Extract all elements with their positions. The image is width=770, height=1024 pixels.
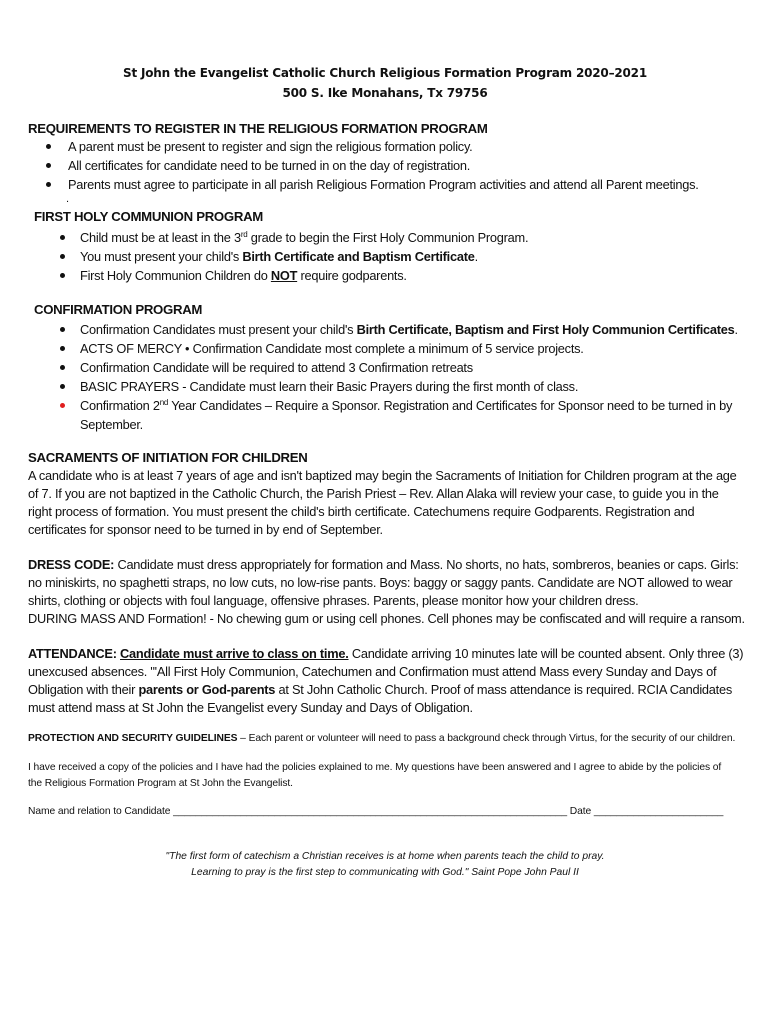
list-item: Parents must agree to participate in all parish Religious Formation Program activities and attend all Parent meetings. — [68, 175, 758, 194]
bullet-icon — [46, 182, 51, 187]
communion-heading: FIRST HOLY COMMUNION PROGRAM — [34, 209, 263, 224]
list-item: First Holy Communion Children do NOT require godparents. — [80, 266, 760, 285]
list-item: A parent must be present to register and sign the religious formation policy. — [68, 137, 758, 156]
stray-mark: . — [66, 193, 69, 205]
list-item: You must present your child's Birth Certificate and Baptism Certificate. — [80, 247, 760, 266]
communion-list — [80, 228, 760, 285]
sacraments-heading: SACRAMENTS OF INITIATION FOR CHILDREN — [28, 450, 308, 465]
church-address: 500 S. Ike Monahans, Tx 79756 — [282, 86, 488, 100]
list-item: All certificates for candidate need to be turned in on the day of registration. — [68, 156, 758, 175]
bullet-icon — [60, 327, 65, 332]
list-item: Confirmation Candidate will be required to attend 3 Confirmation retreats — [80, 358, 760, 377]
bullet-icon — [60, 384, 65, 389]
dress-code-label: DRESS CODE: — [28, 557, 115, 572]
document-title: St John the Evangelist Catholic Church Religious Formation Program 2020–2021 — [123, 66, 647, 80]
signature-line[interactable]: Name and relation to Candidate ______________________________________________________________________ Date _______________________ — [28, 806, 724, 817]
acknowledgement-paragraph: I have received a copy of the policies and I have had the policies explained to me. My questions have been answered and I agree to abide by the policies of the Religious Formation Program at St John the Evangelist. — [28, 762, 722, 789]
bullet-icon — [60, 254, 65, 259]
protection-guidelines: PROTECTION AND SECURITY GUIDELINES – Each parent or volunteer will need to pass a background check through Virtus, for the security of our children. — [28, 733, 736, 744]
bullet-icon — [60, 273, 65, 278]
list-item: Confirmation Candidates must present your child's Birth Certificate, Baptism and First Holy Communion Certificates. — [80, 320, 760, 339]
list-item: BASIC PRAYERS - Candidate must learn their Basic Prayers during the first month of class. — [80, 377, 760, 396]
sacraments-paragraph: A candidate who is at least 7 years of age and isn't baptized may begin the Sacraments of Initiation for Children program at the age of 7. If you are not baptized in the Catholic Church, the Parish Priest – Rev. Allan Alaka will review your case, to guide you in the right process of formation. You must present the child's birth certificate. Catechumens require Godparents. Registration and certificates for sponsor need to be turned in by end of September. — [28, 468, 737, 537]
requirements-list — [68, 137, 758, 194]
bullet-icon — [46, 163, 51, 168]
bullet-icon — [60, 365, 65, 370]
confirmation-heading: CONFIRMATION PROGRAM — [34, 302, 203, 317]
list-item: Child must be at least in the 3rd grade to begin the First Holy Communion Program. — [80, 228, 760, 247]
confirmation-list — [80, 320, 760, 434]
bullet-icon — [46, 144, 51, 149]
bullet-icon — [60, 235, 65, 240]
attendance-paragraph: ATTENDANCE: Candidate must arrive to class on time. Candidate arriving 10 minutes late will be counted absent. Only three (3) unexcused absences. "'All First Holy Communion, Catechumen and Confirmation must attend Mass every Sunday and Days of Obligation with their parents or God-parents at St John Catholic Church. Proof of mass attendance is required. RCIA Candidates must attend mass at St John the Evangelist every Sunday and Days of Obligation. — [28, 646, 744, 715]
bullet-icon — [60, 346, 65, 351]
list-item: ACTS OF MERCY • Confirmation Candidate most complete a minimum of 5 service projects. — [80, 339, 760, 358]
requirements-heading: REQUIREMENTS TO REGISTER IN THE RELIGIOUS FORMATION PROGRAM — [28, 121, 488, 136]
list-item: Confirmation 2nd Year Candidates – Require a Sponsor. Registration and Certificates for Sponsor need to be turned in by September. — [80, 396, 760, 434]
dress-code-paragraph: DRESS CODE: Candidate must dress appropriately for formation and Mass. No shorts, no hats, sombreros, beanies or caps. Girls: no miniskirts, no spaghetti straps, no low cuts, no low-rise pants. Boys: baggy or saggy pants. Candidate are NOT allowed to wear shirts, clothing or objects with foul language, offensive phrases. Parents, please monitor how your children dress. DURING MASS AND Formation! - No chewing gum or using cell phones. Cell phones may be confiscated and will require a ransom. — [28, 557, 745, 626]
attendance-label: ATTENDANCE: — [28, 646, 117, 661]
bullet-icon — [60, 403, 65, 408]
closing-quote: "The first form of catechism a Christian receives is at home when parents teach the child to pray. Learning to pray is the first step to communicating with God." Saint Pope John Paul II — [165, 851, 605, 878]
